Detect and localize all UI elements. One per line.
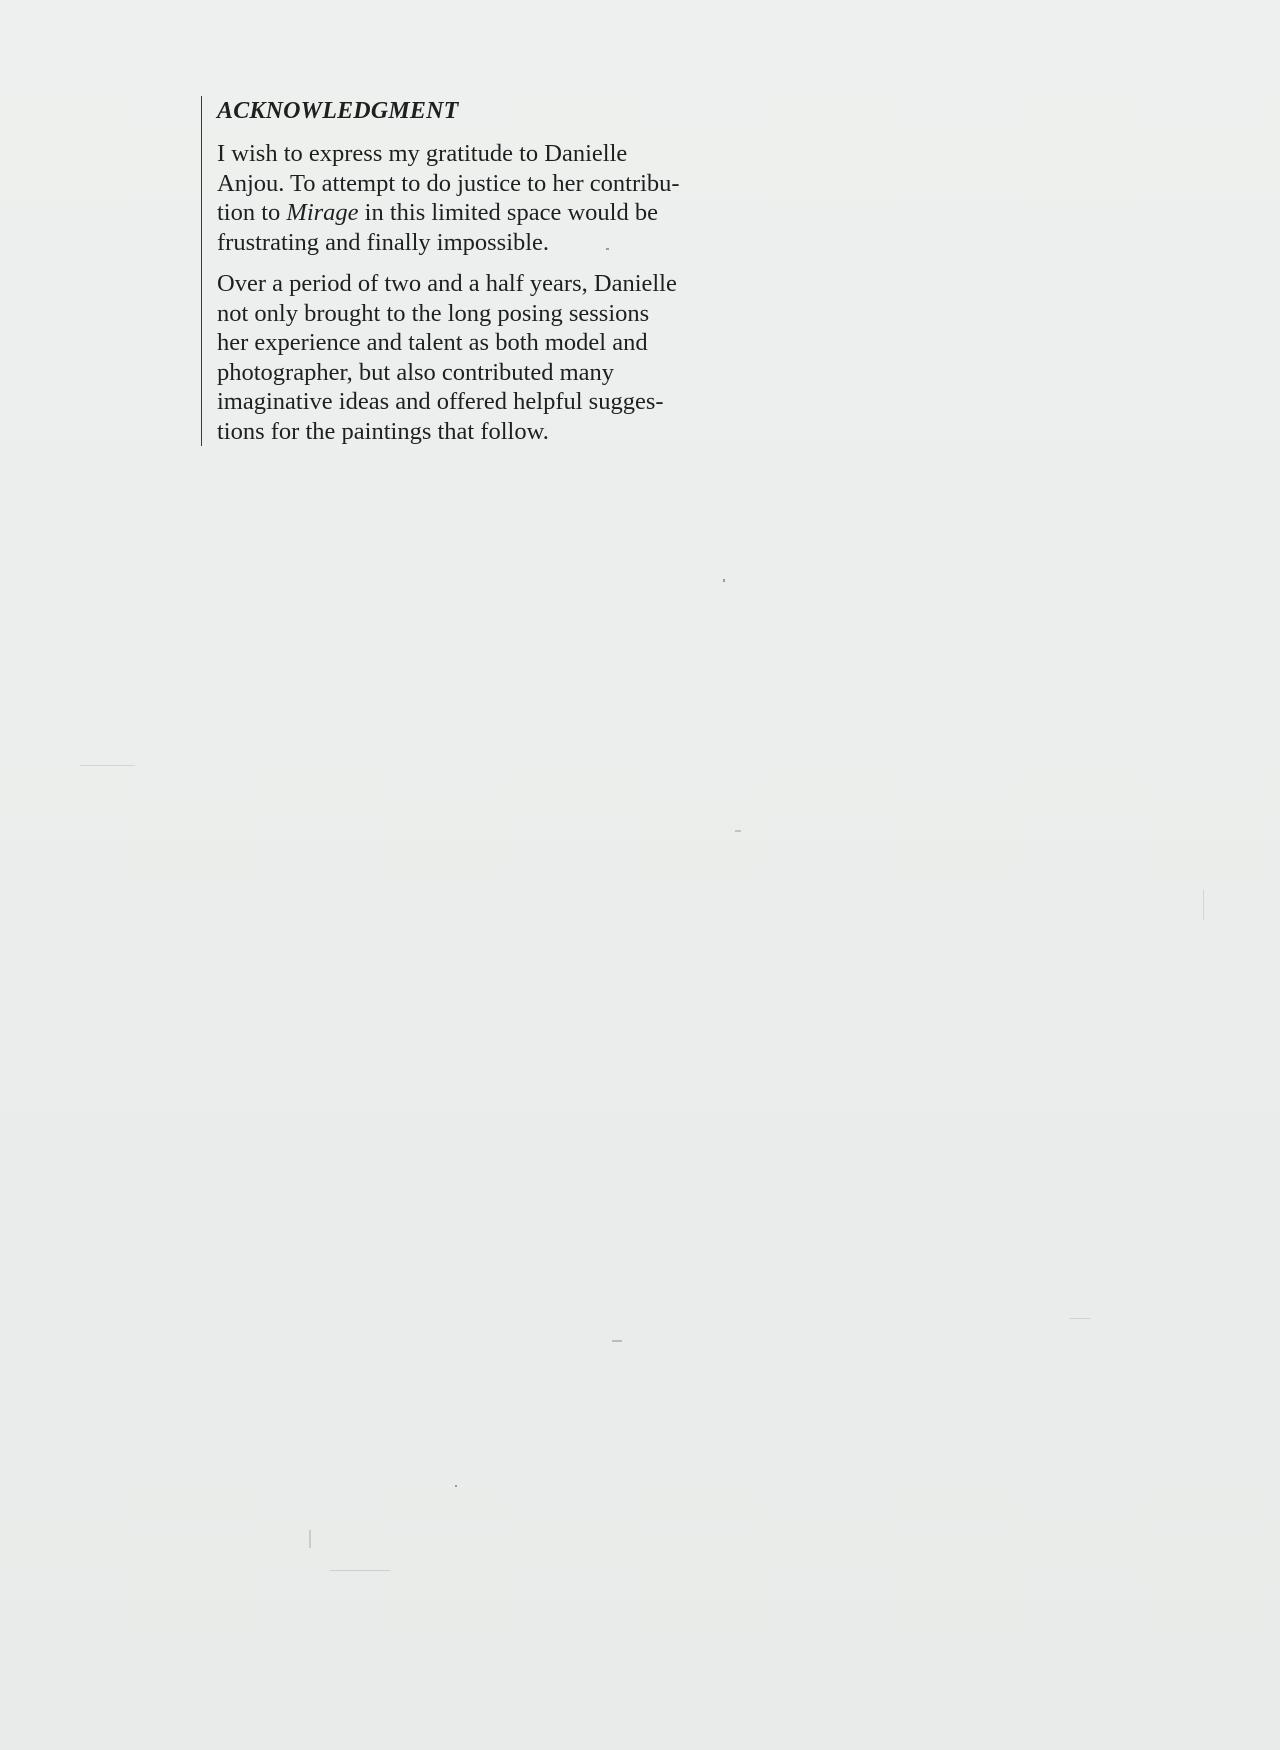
- paper-speck: [330, 1570, 390, 1571]
- line-3-text-after: in this limited space would be: [358, 199, 658, 226]
- paper-speck: [309, 1530, 311, 1548]
- paper-speck: [612, 1340, 622, 1342]
- paragraph-1-line-1: I wish to express my gratitude to Danielle: [217, 140, 628, 167]
- book-title-mirage: Mirage: [286, 199, 359, 226]
- paragraph-2-line: her experience and talent as both model and: [217, 329, 648, 356]
- paper-speck: [606, 248, 609, 250]
- acknowledgment-paragraph-2: [217, 269, 757, 446]
- paragraph-1-line-4: frustrating and finally impossible.: [217, 228, 550, 256]
- paragraph-2-line: tions for the paintings that follow.: [217, 417, 549, 445]
- paper-speck: [1070, 1318, 1090, 1319]
- paper-speck: [80, 765, 135, 766]
- paper-speck: [723, 579, 725, 582]
- paragraph-2-line: imaginative ideas and offered helpful sugges-: [217, 388, 664, 415]
- acknowledgment-heading: ACKNOWLEDGMENT: [217, 98, 459, 124]
- paper-speck: [455, 1485, 457, 1487]
- paragraph-2-line: photographer, but also contributed many: [217, 358, 615, 386]
- paragraph-1-line-2: Anjou. To attempt to do justice to her contribu-: [217, 169, 680, 197]
- line-3-text-before: tion to: [217, 199, 287, 226]
- acknowledgment-section: [201, 96, 777, 446]
- paragraph-1-line-3: [217, 198, 757, 228]
- paper-speck: [1203, 890, 1204, 920]
- paragraph-2-line: not only brought to the long posing sessions: [217, 299, 650, 327]
- acknowledgment-paragraph-1: [217, 139, 757, 257]
- paragraph-2-line: Over a period of two and a half years, Danielle: [217, 270, 677, 297]
- paper-speck: [735, 830, 741, 832]
